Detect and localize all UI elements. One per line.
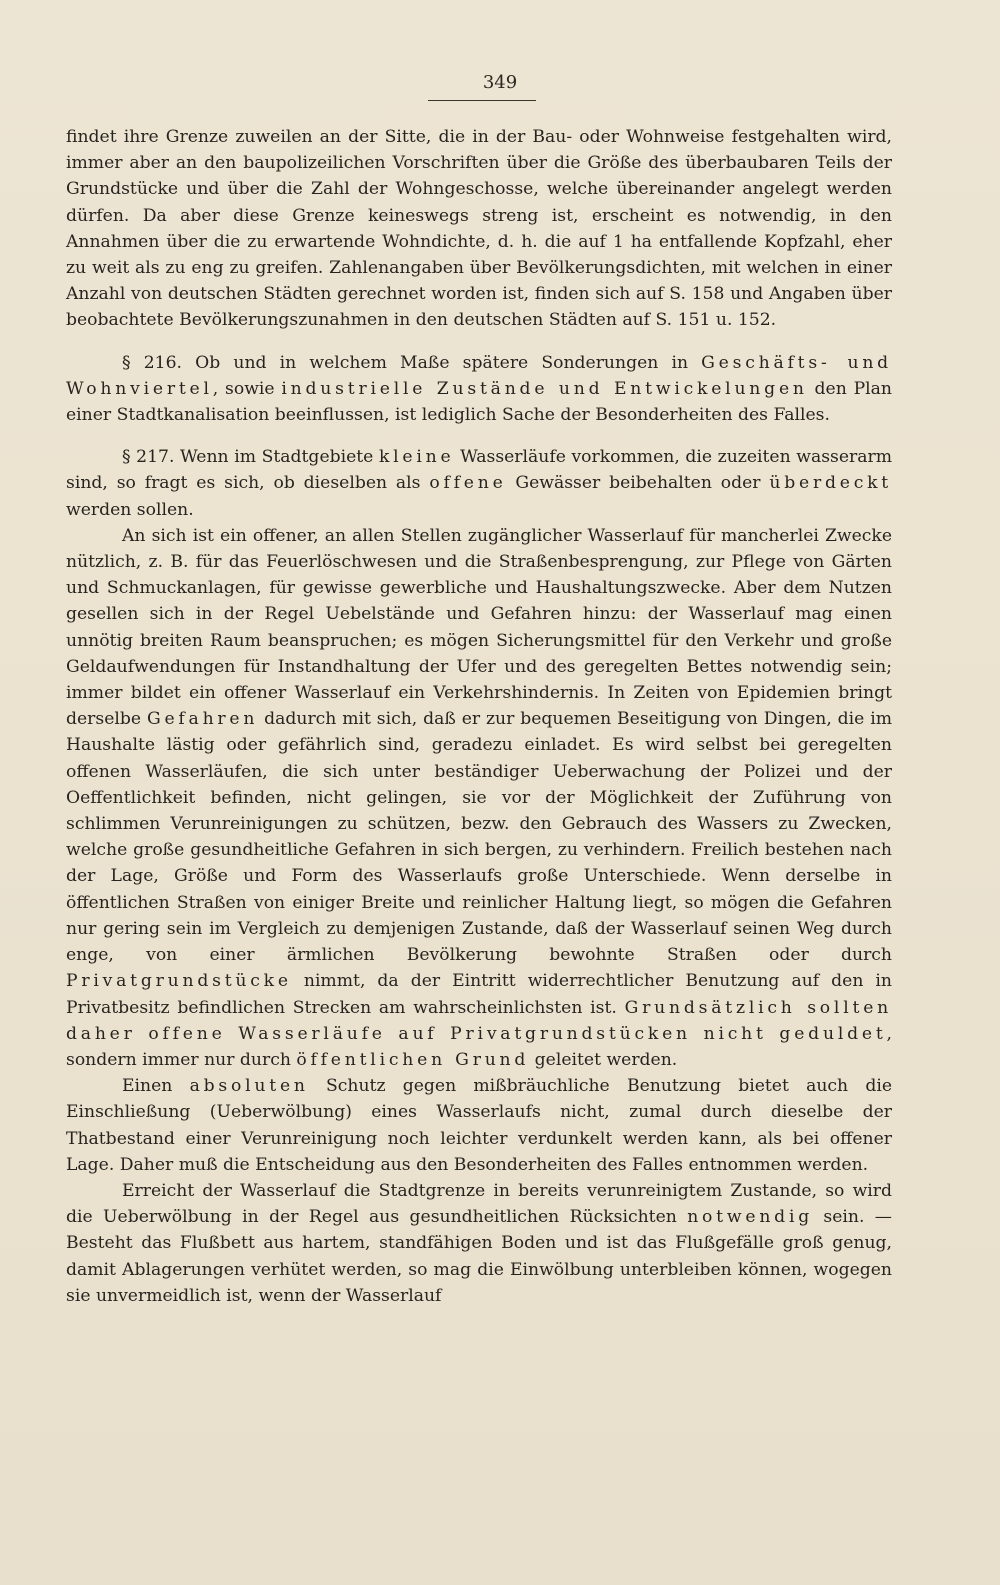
paragraph-5: [66, 1073, 892, 1178]
text-run: Erreicht der Wasserlauf die Stadtgrenze in bereits verunreinigtem Zustande, so wird die Ueberwölbung in der Regel aus gesundheitlichen Rücksichten: [66, 1180, 892, 1228]
emphasized-text: öffentlichen Grund: [296, 1049, 530, 1070]
text-run: Schutz gegen mißbräuchliche Benutzung bietet auch die Einschließung (Ueberwölbung) eines Wasserlaufs nicht, zumal durch dieselbe der Thatbestand einer Verunreinigung noch leichter verdunkelt werden kann, als bei offener Lage. Daher muß die Entscheidung aus den Besonderheiten des Falles entnommen werden.: [66, 1076, 892, 1175]
text-run: sein. — Besteht das Flußbett aus hartem, standfähigen Boden und ist das Flußgefälle groß genug, damit Ablagerungen verhütet werden, so mag die Einwölbung unterbleiben können, wogegen sie unvermeidlich ist, wenn der Wasserlauf: [66, 1207, 892, 1306]
text-run: § 217. Wenn im Stadtgebiete: [122, 447, 379, 468]
emphasized-text: Gefahren: [146, 709, 259, 730]
emphasized-text: Privatgrundstücke: [66, 971, 292, 992]
text-run: Wasserläufe vorkommen, die zuzeiten wasserarm sind, so fragt es sich, ob dieselben als: [66, 447, 892, 494]
paragraph-2: [66, 350, 892, 429]
emphasized-text: Grundsätzlich sollten daher offene Wasserläufe auf Privatgrundstücken nicht geduldet: [66, 997, 892, 1044]
text-run: nimmt, da der Eintritt widerrechtlicher Benutzung auf den in Privatbesitz befindlichen Strecken am wahrscheinlichsten ist.: [66, 971, 892, 1018]
paragraph-3: [66, 444, 892, 523]
emphasized-text: überdeckt: [769, 473, 892, 494]
header-rule: [428, 100, 536, 101]
text-run: § 216. Ob und in welchem Maße spätere Sonderungen in: [122, 352, 702, 373]
emphasized-text: industrielle Zustände und Entwickelungen: [281, 378, 808, 399]
paragraph-1: [66, 124, 892, 334]
paragraph-6: [66, 1178, 892, 1309]
text-run: Einen: [122, 1076, 190, 1097]
emphasized-text: offene: [429, 473, 507, 494]
text-run: dadurch mit sich, daß er zur bequemen Beseitigung von Dingen, die im Haushalte lästig oder gefährlich sind, geradezu einladet. Es wird selbst bei geregelten offenen Wasserläufen, die sich unter beständiger Ueberwachung der Polizei und der Oeffentlichkeit befinden, nicht gelingen, sie vor der Möglichkeit der Zuführung von schlimmen Verunreinigungen zu schützen, bezw. den Gebrauch des Wassers zu Zwecken, welche große gesundheitliche Gefahren in sich bergen, zu verhindern. Freilich bestehen nach der Lage, Größe und Form des Wasserlaufs große Unterschiede. Wenn derselbe in öffentlichen Straßen von einiger Breite und reinlicher Haltung liegt, so mögen die Gefahren nur gering sein im Vergleich zu demjenigen Zustande, daß der Wasserlauf seinen Weg durch enge, von einer ärmlichen Bevölkerung bewohnte Straßen oder durch: [66, 709, 892, 966]
emphasized-text: notwendig: [687, 1207, 814, 1228]
text-run: , sondern immer nur durch: [66, 1023, 892, 1070]
text-run: An sich ist ein offener, an allen Stellen zugänglicher Wasserlauf für mancherlei Zwecke nützlich, z. B. für das Feuerlöschwesen und die Straßenbesprengung, zur Pflege von Gärten und Schmuckanlagen, für gewisse gewerbliche und Haushaltungszwecke. Aber dem Nutzen gesellen sich in der Regel Uebelstände und Gefahren hinzu: der Wasserlauf mag einen unnötig breiten Raum beanspruchen; es mögen Sicherungsmittel für den Verkehr und große Geldaufwendungen für Instandhaltung der Ufer und des geregelten Bettes notwendig sein; immer bildet ein offener Wasserlauf ein Verkehrshindernis. In Zeiten von Epidemien bringt derselbe: [66, 525, 892, 730]
text-run: findet ihre Grenze zuweilen an der Sitte, die in der Bau- oder Wohnweise festgehalten wird, immer aber an den baupolizeilichen Vorschriften über die Größe des überbaubaren Teils der Grundstücke und über die Zahl der Wohngeschosse, welche übereinander angelegt werden dürfen. Da aber diese Grenze keineswegs streng ist, erscheint es notwendig, in den Annahmen über die zu erwartende Wohndichte, d. h. die auf 1 ha entfallende Kopfzahl, eher zu weit als zu eng zu greifen. Zahlenangaben über Bevölkerungsdichten, mit welchen in einer Anzahl von deutschen Städten gerechnet worden ist, finden sich auf S. 158 und Angaben über beobachtete Bevölkerungszunahmen in den deutschen Städten auf S. 151 u. 152.: [66, 127, 892, 331]
paragraph-4: [66, 523, 892, 1073]
page-number: 349: [482, 72, 518, 93]
emphasized-text: Geschäfts- und Wohnviertel: [66, 352, 892, 399]
body-text: [66, 124, 892, 1309]
emphasized-text: absoluten: [189, 1076, 309, 1097]
text-run: geleitet werden.: [529, 1049, 678, 1070]
text-run: den Plan einer Stadtkanalisation beeinflussen, ist lediglich Sache der Besonderheiten des Falles.: [66, 378, 892, 426]
emphasized-text: kleine: [378, 447, 455, 468]
text-run: Gewässer beibehalten oder: [506, 473, 770, 494]
text-run: werden sollen.: [66, 499, 194, 520]
text-run: , sowie: [212, 378, 282, 399]
